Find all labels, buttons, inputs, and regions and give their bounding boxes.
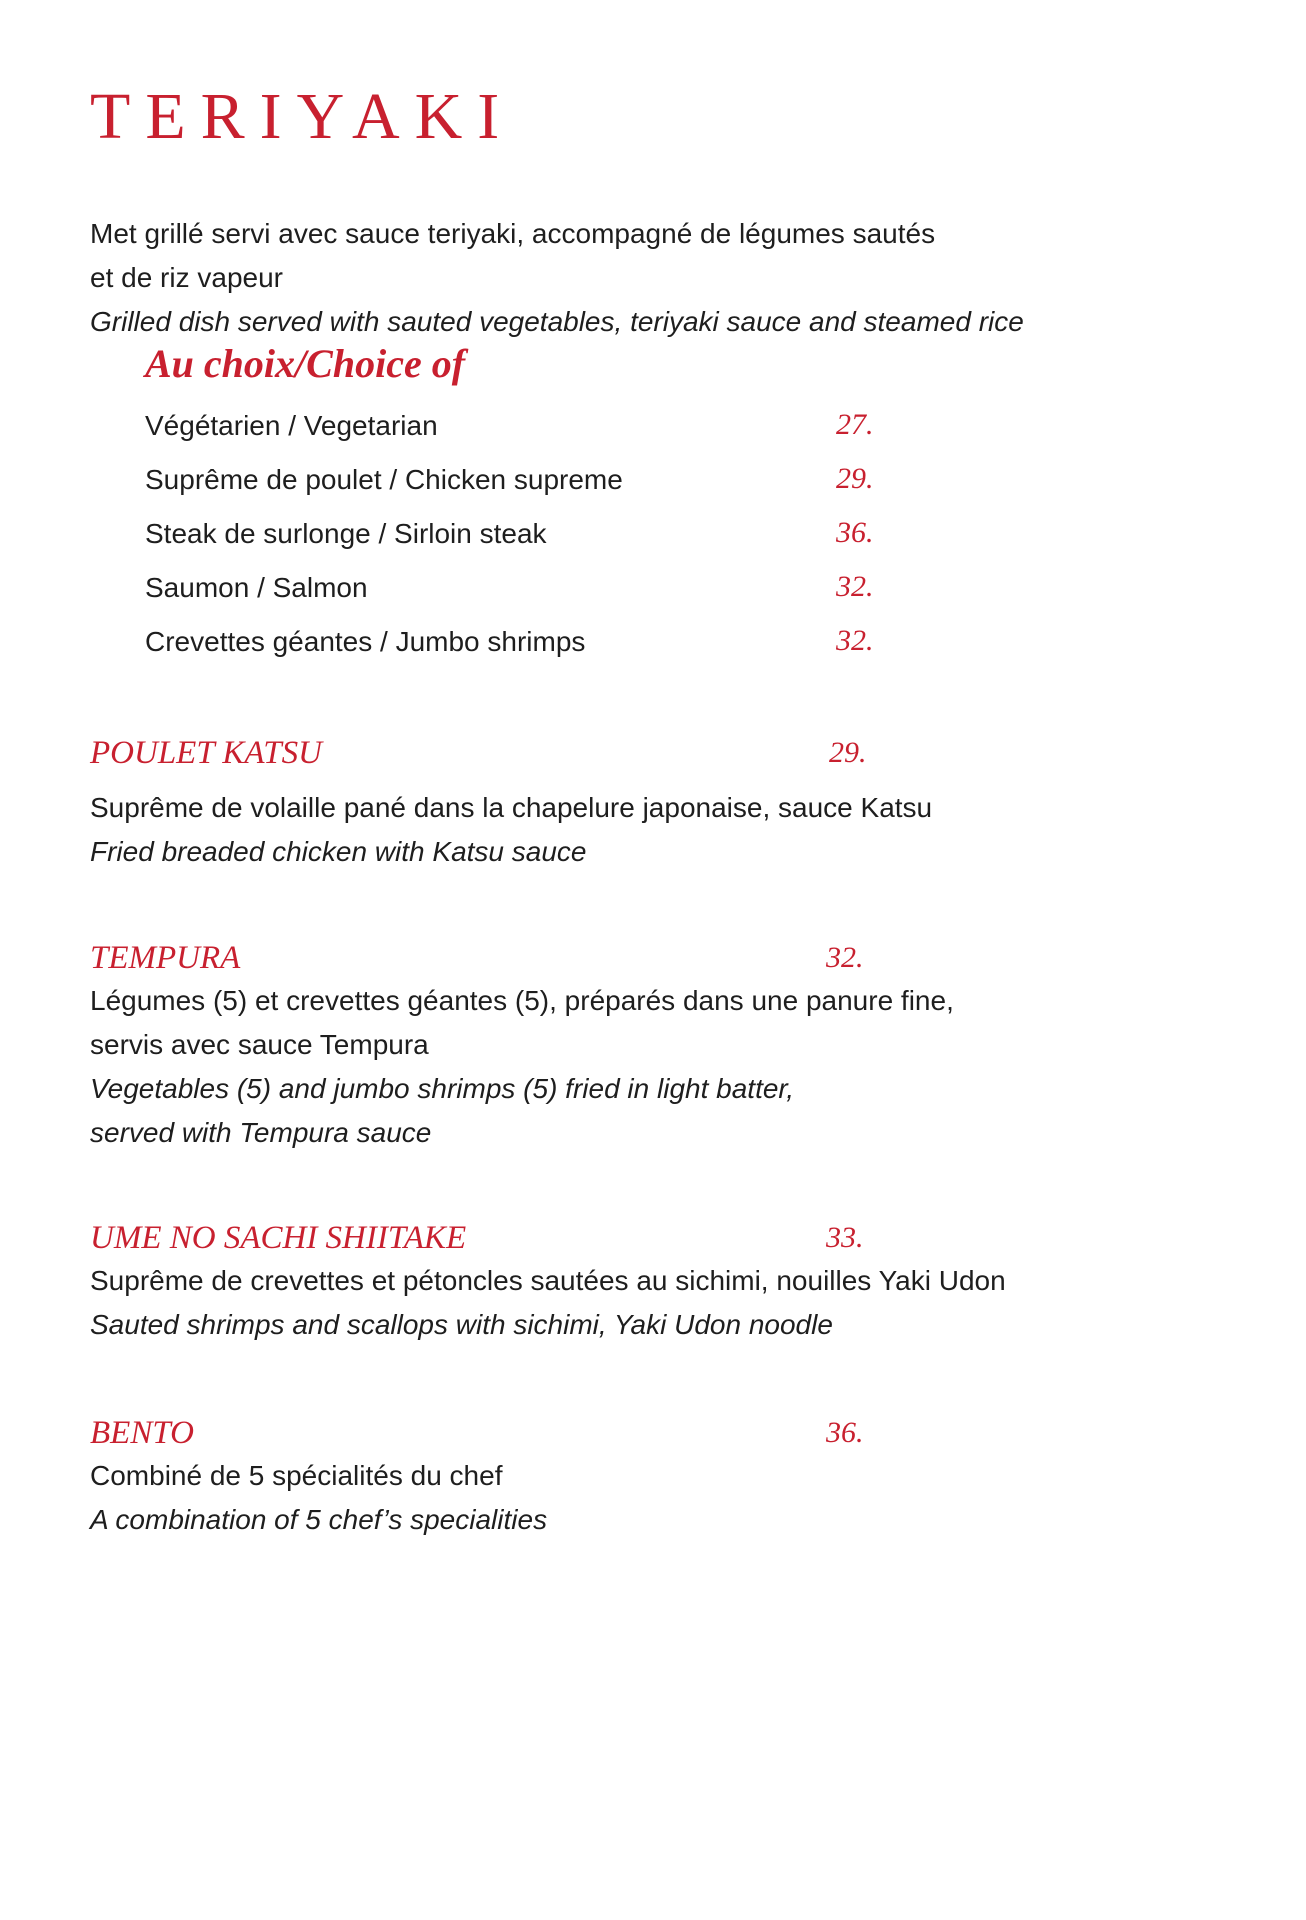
dish-desc-en: Fried breaded chicken with Katsu sauce xyxy=(90,836,587,867)
dish-desc-fr: Combiné de 5 spécialités du chef xyxy=(90,1460,503,1491)
dish-desc-fr: Suprême de crevettes et pétoncles sautées au sichimi, nouilles Yaki Udon xyxy=(90,1265,1006,1296)
choice-price: 36. xyxy=(836,516,874,549)
choice-heading: Au choix/Choice of xyxy=(145,341,466,386)
page-title: TERIYAKI xyxy=(90,80,515,153)
choice-price: 32. xyxy=(836,624,874,657)
dish-bento xyxy=(90,1410,1190,1542)
dish-desc-fr: Légumes (5) et crevettes géantes (5), préparés dans une panure fine, xyxy=(90,985,954,1016)
dish-title: TEMPURA xyxy=(90,940,241,976)
dish-title: UME NO SACHI SHIITAKE xyxy=(90,1220,467,1256)
choice-list xyxy=(145,406,885,676)
choice-name: Végétarien / Vegetarian xyxy=(145,410,438,441)
dish-tempura xyxy=(90,935,1190,1155)
dish-title: BENTO xyxy=(90,1415,194,1451)
choice-name: Crevettes géantes / Jumbo shrimps xyxy=(145,626,586,657)
choice-price: 27. xyxy=(836,408,874,441)
choice-name: Saumon / Salmon xyxy=(145,572,368,603)
dish-desc-en: Sauted shrimps and scallops with sichimi, Yaki Udon noodle xyxy=(90,1309,833,1340)
dish-desc-fr: servis avec sauce Tempura xyxy=(90,1029,429,1060)
dish-price: 33. xyxy=(826,1221,864,1254)
teriyaki-description xyxy=(90,212,1190,344)
choice-item xyxy=(145,514,885,568)
dish-poulet-katsu xyxy=(90,730,1190,874)
dish-desc-en: served with Tempura sauce xyxy=(90,1117,432,1148)
dish-title: POULET KATSU xyxy=(90,735,322,771)
teriyaki-desc-fr-line: et de riz vapeur xyxy=(90,262,283,293)
choice-item xyxy=(145,568,885,622)
dish-price: 32. xyxy=(826,941,864,974)
dish-ume-no-sachi-shiitake xyxy=(90,1215,1190,1347)
teriyaki-desc-fr-line: Met grillé servi avec sauce teriyaki, accompagné de légumes sautés xyxy=(90,218,936,249)
choice-item xyxy=(145,406,885,460)
choice-item xyxy=(145,622,885,676)
dish-desc-fr: Suprême de volaille pané dans la chapelure japonaise, sauce Katsu xyxy=(90,792,933,823)
teriyaki-desc-en-line: Grilled dish served with sauted vegetables, teriyaki sauce and steamed rice xyxy=(90,306,1024,337)
dish-price: 29. xyxy=(829,736,867,769)
dish-desc-en: A combination of 5 chef’s specialities xyxy=(90,1504,548,1535)
choice-price: 32. xyxy=(836,570,874,603)
choice-name: Suprême de poulet / Chicken supreme xyxy=(145,464,623,495)
choice-name: Steak de surlonge / Sirloin steak xyxy=(145,518,547,549)
dish-desc-en: Vegetables (5) and jumbo shrimps (5) fried in light batter, xyxy=(90,1073,794,1104)
dish-price: 36. xyxy=(826,1416,864,1449)
choice-item xyxy=(145,460,885,514)
choice-price: 29. xyxy=(836,462,874,495)
